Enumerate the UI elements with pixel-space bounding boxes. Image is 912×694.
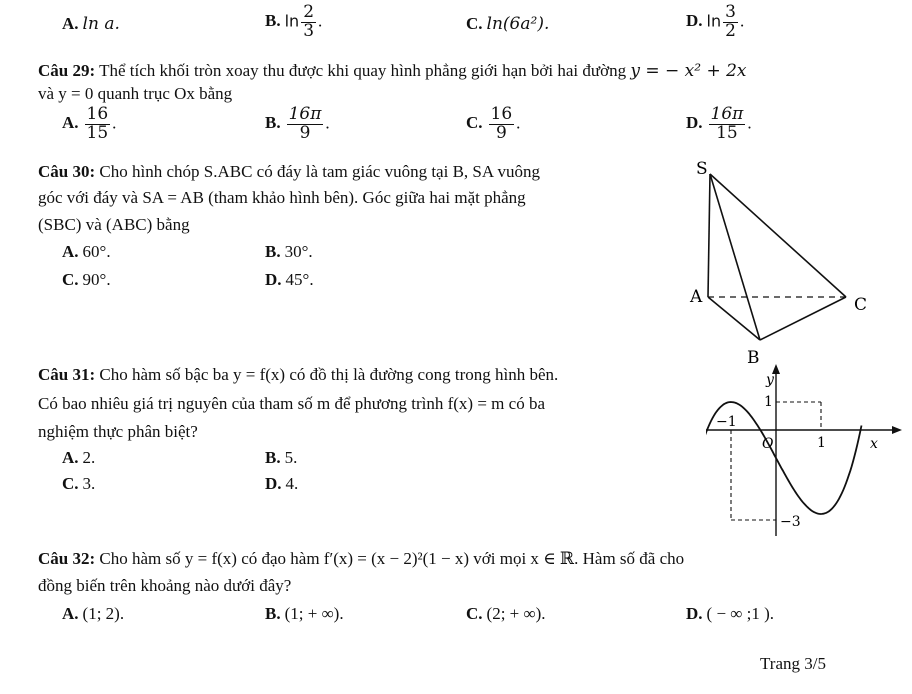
- pyramid-figure: [680, 160, 880, 370]
- q32-option-d: D. ( − ∞ ;1 ).: [686, 604, 775, 623]
- q32-option-a: A. (1; 2).: [62, 604, 125, 623]
- q30-line1: Câu 30: Cho hình chóp S.ABC có đáy là tam giác vuông tại B, SA vuông: [38, 162, 540, 181]
- label-y: y: [766, 372, 774, 388]
- q31-line3: nghiệm thực phân biệt?: [38, 422, 198, 441]
- q30-option-b: B. 30°.: [265, 242, 313, 261]
- q29-option-a: A. $\frac{16}{15}$ .: [62, 104, 117, 143]
- q32-line1: Câu 32: Cho hàm số y = f(x) có đạo hàm f′(x) = (x − 2)²(1 − x) với mọi x ∈ ℝ. Hàm số đã cho: [38, 549, 685, 568]
- edge-sa: [708, 174, 710, 297]
- edge-sc: [710, 174, 846, 297]
- q29-line2: và y = 0 quanh trục Ox bằng: [38, 84, 233, 103]
- label-origin: O: [762, 436, 774, 452]
- label-x-neg-one: −1: [716, 414, 737, 430]
- q29-option-b: B. $\frac{16\pi}{9}$ .: [265, 104, 330, 143]
- q31-option-b: B. 5.: [265, 448, 298, 467]
- label-x-one: 1: [817, 435, 826, 451]
- q30-option-c: C. 90°.: [62, 270, 111, 289]
- q28-option-d: D. ln $\frac{3}{2}$ .: [686, 2, 745, 41]
- q30-line3: (SBC) và (ABC) bằng: [38, 215, 190, 234]
- label-y-neg-three: −3: [780, 514, 801, 530]
- edge-ab: [708, 297, 760, 340]
- q29-line1: Câu 29: Thể tích khối tròn xoay thu được khi quay hình phẳng giới hạn bởi hai đường y = − x² + 2x: [38, 61, 747, 81]
- q31-line2: Có bao nhiêu giá trị nguyên của tham số m để phương trình f(x) = m có ba: [38, 394, 545, 413]
- q32-line2: đồng biến trên khoảng nào dưới đây?: [38, 576, 292, 595]
- cubic-graph: [706, 360, 906, 542]
- q31-option-c: C. 3.: [62, 474, 96, 493]
- x-axis-arrow: [892, 426, 902, 434]
- q28-option-c: C. ln(6a²).: [466, 14, 550, 34]
- label-x: x: [870, 436, 878, 452]
- q28-option-b: B. ln $\frac{2}{3}$ .: [265, 2, 323, 41]
- q28-option-a: A. ln a.: [62, 14, 120, 34]
- q31-option-a: A. 2.: [62, 448, 96, 467]
- edge-sb: [710, 174, 760, 340]
- q30-line2: góc với đáy và SA = AB (tham khảo hình bên). Góc giữa hai mặt phẳng: [38, 188, 526, 207]
- q30-option-a: A. 60°.: [62, 242, 111, 261]
- q31-line1: Câu 31: Cho hàm số bậc ba y = f(x) có đồ thị là đường cong trong hình bên.: [38, 365, 559, 384]
- vertex-a: A: [690, 287, 703, 307]
- q32-option-c: C. (2; + ∞).: [466, 604, 546, 623]
- page-number: Trang 3/5: [760, 654, 826, 673]
- edge-bc: [760, 297, 846, 340]
- q30-option-d: D. 45°.: [265, 270, 314, 289]
- vertex-c: C: [854, 295, 868, 315]
- label-y-one: 1: [764, 394, 773, 410]
- vertex-s: S: [696, 160, 708, 179]
- q31-option-d: D. 4.: [265, 474, 299, 493]
- q29-option-c: C. $\frac{16}{9}$ .: [466, 104, 521, 143]
- q29-option-d: D. $\frac{16\pi}{15}$ .: [686, 104, 752, 143]
- q32-option-b: B. (1; + ∞).: [265, 604, 344, 623]
- vertex-b: B: [747, 348, 760, 368]
